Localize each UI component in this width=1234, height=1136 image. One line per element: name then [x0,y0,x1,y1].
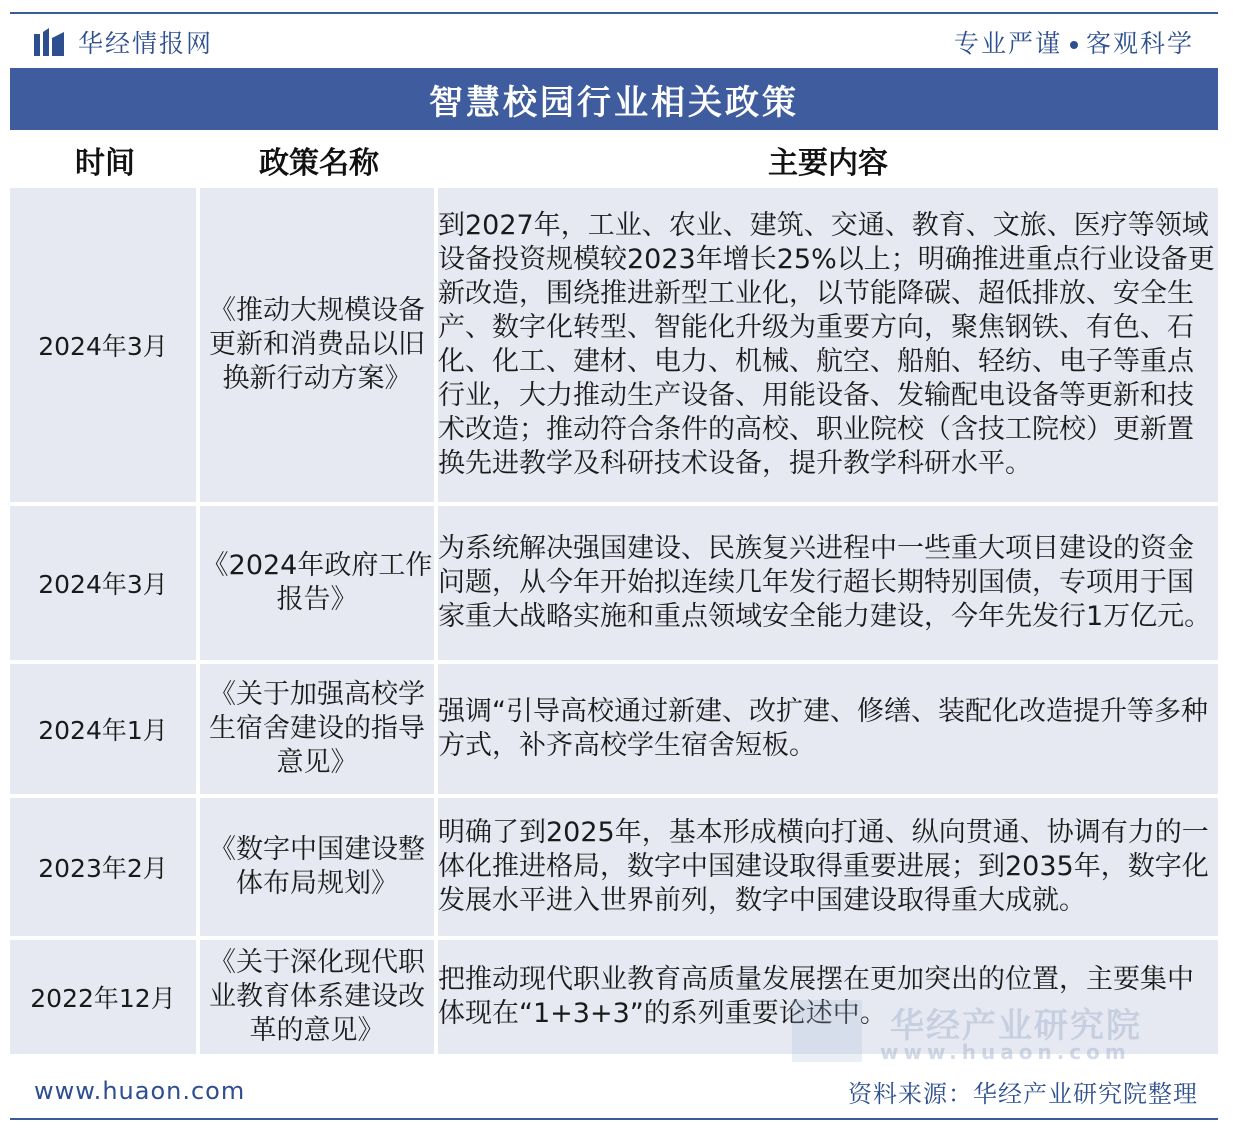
policy-content: 为系统解决强国建设、民族复兴进程中一些重大项目建设的资金问题，从今年开始拟连续几年发行超长期特别国债，专项用于国家重大战略实施和重点领域安全能力建设，今年先发行1万亿元。 [438,506,1218,664]
policy-content: 强调“引导高校通过新建、改扩建、修缮、装配化改造提升等多种方式，补齐高校学生宿舍短板。 [438,664,1218,798]
separator-dot-icon [1070,41,1078,49]
footer-url-link[interactable]: www.huaon.com [34,1077,246,1105]
policy-name: 《推动大规模设备更新和消费品以旧换新行动方案》 [200,188,438,506]
policy-date: 2024年3月 [10,506,200,664]
header [10,18,1218,66]
policy-content: 到2027年，工业、农业、建筑、交通、教育、文旅、医疗等领域设备投资规模较2023年增长25%以上；明确推进重点行业设备更新改造，围绕推进新型工业化，以节能降碳、超低排放、安全生产、数字化转型、智能化升级为重要方向，聚焦钢铁、有色、石化、化工、建材、电力、机械、航空、船舶、轻纺、电子等重点行业，大力推动生产设备、用能设备、发输配电设备等更新和技术改造；推动符合条件的高校、职业院校（含技工院校）更新置换先进教学及科研技术设备，提升教学科研水平。 [438,188,1218,506]
table-row [10,664,1218,798]
policy-table [10,132,1218,1058]
policy-name: 《2024年政府工作报告》 [200,506,438,664]
table-row [10,798,1218,940]
title-bar [10,68,1218,130]
footer [10,1066,1218,1116]
slogan [954,24,1194,60]
bottom-rule [10,1118,1218,1120]
policy-content: 明确了到2025年，基本形成横向打通、纵向贯通、协调有力的一体化推进格局，数字中国建设取得重要进展；到2035年，数字化发展水平进入世界前列，数字中国建设取得重大成就。 [438,798,1218,940]
column-header-policy-name: 政策名称 [200,132,438,188]
policy-name: 《关于加强高校学生宿舍建设的指导意见》 [200,664,438,798]
policy-date: 2024年3月 [10,188,200,506]
table-row [10,506,1218,664]
huajing-logo-icon [34,28,64,56]
slogan-right: 客观科学 [1085,29,1194,58]
column-header-main-content: 主要内容 [438,132,1218,188]
policy-name: 《关于深化现代职业教育体系建设改革的意见》 [200,940,438,1058]
policy-date: 2024年1月 [10,664,200,798]
table-header-row [10,132,1218,188]
page-title: 智慧校园行业相关政策 [429,82,799,123]
slogan-left: 专业严谨 [953,29,1062,58]
policy-date: 2022年12月 [10,940,200,1058]
top-rule [10,12,1218,14]
table-row [10,188,1218,506]
policy-name: 《数字中国建设整体布局规划》 [200,798,438,940]
policy-content: 把推动现代职业教育高质量发展摆在更加突出的位置，主要集中体现在“1+3+3”的系列重要论述中。 [438,940,1218,1058]
brand-name: 华经情报网 [78,29,214,58]
footer-source: 资料来源：华经产业研究院整理 [848,1079,1198,1108]
watermark-url: www.huaon.com [880,1040,1131,1064]
table-row [10,940,1218,1058]
watermark-title: 华经产业研究院 [890,1006,1142,1046]
column-header-time: 时间 [10,132,200,188]
policy-date: 2023年2月 [10,798,200,940]
brand [34,24,213,60]
